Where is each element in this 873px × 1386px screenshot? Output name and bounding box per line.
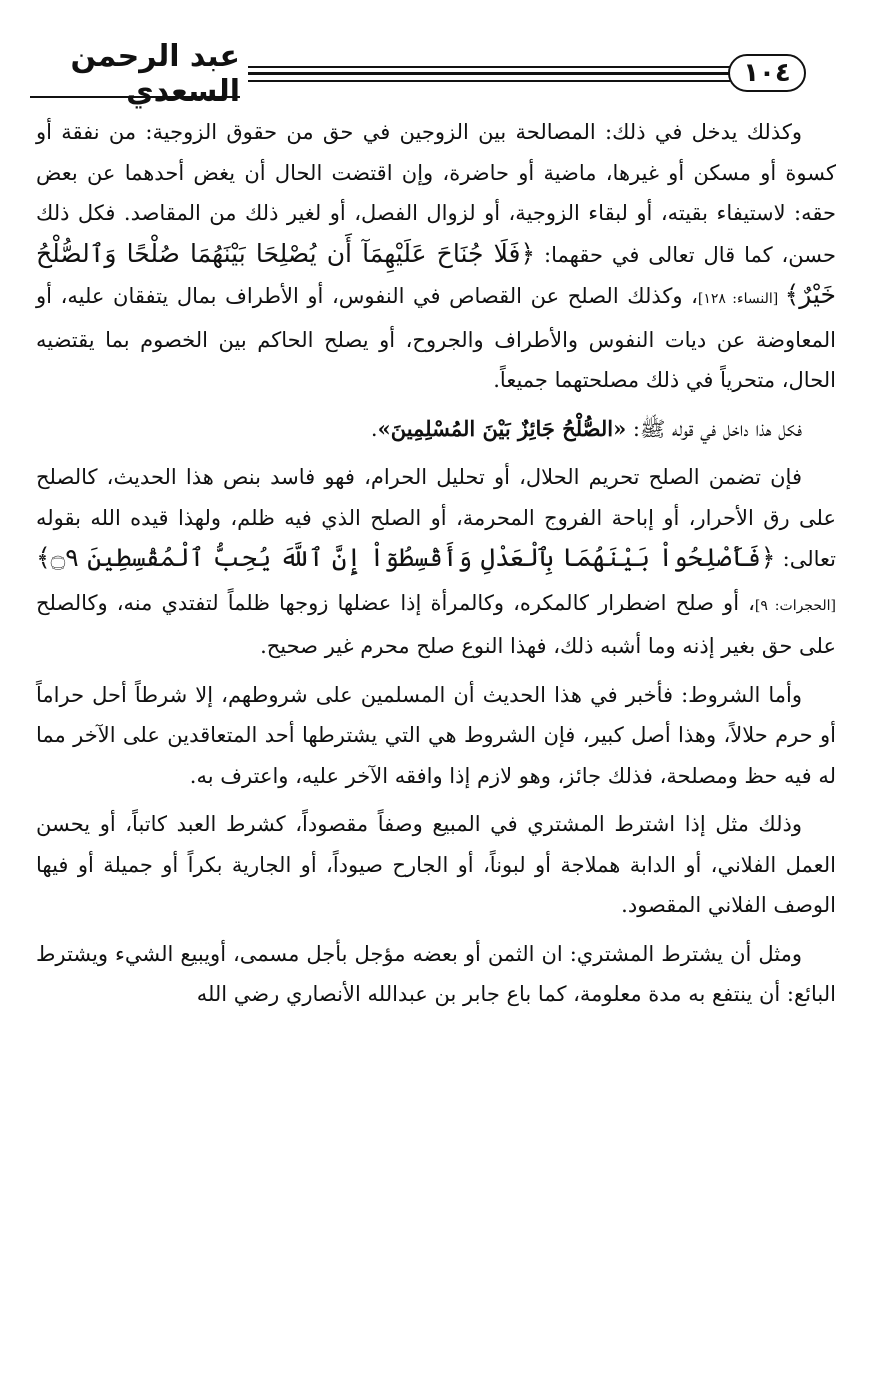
- paragraph-text: فكل هذا داخل في قوله ﷺ:: [626, 416, 802, 441]
- page-number: ١٠٤: [743, 58, 791, 88]
- paragraph: [36, 934, 836, 1015]
- author-name: عبد الرحمن السعدي: [30, 52, 240, 98]
- header-rule-middle: [248, 72, 730, 75]
- paragraph-text: ومثل أن يشترط المشتري: ان الثمن أو بعضه مؤجل بأجل مسمى، أويبيع الشيء ويشترط البائع: أن ينتفع به مدة معلومة، كما باع جابر بن عبدالله الأنصاري رضي الله: [36, 941, 836, 1006]
- header-rule-bottom: [248, 80, 730, 82]
- paragraph: [36, 112, 836, 401]
- paragraph: [36, 675, 836, 797]
- page-number-frame: [728, 54, 806, 92]
- verse-citation: [النساء: ١٢٨]: [697, 291, 785, 307]
- paragraph-text: فإن تضمن الصلح تحريم الحلال، أو تحليل الحرام، فهو فاسد بنص هذا الحديث، كالصلح على رق الأحرار، أو إباحة الفروج المحرمة، أو الصلح الذي فيه ظلم، ولهذا قيده الله بقوله تعالى:: [36, 465, 836, 571]
- quran-verse: ﴿فَأَصْلِحُواْ بَيْنَهُمَا بِٱلْعَدْلِ وَأَقْسِطُوٓاْ إِنَّ ٱللَّهَ يُحِبُّ ٱلْمُقْسِطِينَ ۝٩﴾: [36, 543, 776, 572]
- paragraph-text: .: [370, 416, 378, 441]
- verse-citation: [الحجرات: ٩]: [754, 597, 836, 614]
- paragraph-text: وكذلك يدخل في ذلك: المصالحة بين الزوجين في حق من حقوق الزوجية: من نفقة أو كسوة أو مسكن أو غيرها، ماضية أو حاضرة، وإن اقتضت الحال أن يغض أحدهما عن بعض حقه: لاستيفاء بقيته، أو لبقاء الزوجية، أو لزوال الفصل، أو لغير ذلك من المقاصد. فكل ذلك حسن، كما قال تعالى في حقهما:: [36, 120, 836, 267]
- hadith-quote: «الصُّلْحُ جَائِزٌ بَيْنَ المُسْلِمِينَ»: [377, 415, 627, 441]
- header-rule-top: [248, 66, 730, 68]
- paragraph-text: وأما الشروط: فأخبر في هذا الحديث أن المسلمين على شروطهم، إلا شرطاً أحل حراماً أو حرم حلالاً، وهذا أصل كبير، فإن الشروط هي التي يشترطها أحد المتعاقدين على الآخر مما له فيه حظ ومصلحة، فذلك جائز، وهو لازم إذا وافقه الآخر عليه، واعترف به.: [36, 682, 836, 788]
- page-body: [36, 112, 836, 1015]
- paragraph: [36, 457, 836, 667]
- paragraph-text: وذلك مثل إذا اشترط المشتري في المبيع وصفاً مقصوداً، كشرط العبد كاتباً، أو يحسن العمل الفلاني، أو الدابة هملاجة أو لبوناً، أو الجارح صيوداً، أو الجارية بكراً أو جميلة أو فيها الوصف الفلاني المقصود.: [36, 812, 836, 917]
- paragraph-text: ، أو صلح اضطرار كالمكره، وكالمرأة إذا عضلها زوجها ظلماً لتفتدي منه، وكالصلح على حق بغير إذنه وما أشبه ذلك، فهذا النوع صلح محرم غير صحيح.: [36, 590, 836, 658]
- paragraph: [36, 409, 836, 450]
- quran-verse: ﴿فَلَا جُنَاحَ عَلَيْهِمَآ أَن يُصْلِحَا بَيْنَهُمَا صُلْحًا وَٱلصُّلْحُ خَيْرٌ﴾: [36, 238, 837, 309]
- paragraph-text: ، وكذلك الصلح عن القصاص في النفوس، أو الأطراف بمال يتفقان عليه، أو المعاوضة عن ديات النفوس والأطراف والجروح، أو يصلح الحاكم بين الخصوم بما يقتضيه الحال، متحرياً في ذلك مصلحتهما جميعاً.: [36, 284, 836, 392]
- paragraph: [36, 804, 836, 926]
- page-header: [0, 39, 873, 109]
